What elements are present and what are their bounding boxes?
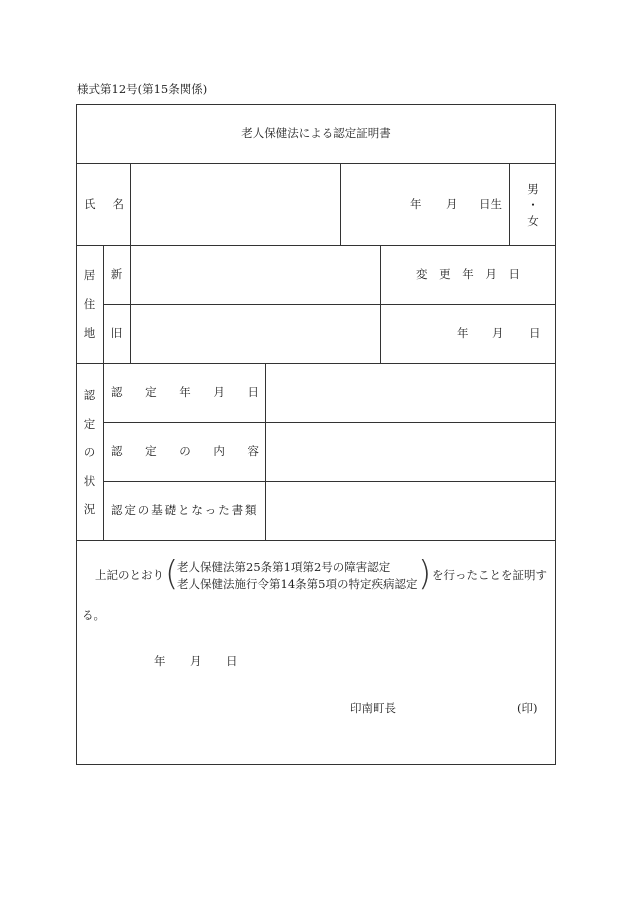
divider: [76, 540, 556, 541]
certification-date-field[interactable]: [266, 364, 555, 421]
statement-prefix: 上記のとおり: [95, 568, 164, 582]
old-address-label: 旧: [110, 326, 123, 340]
old-date-month-label: 月: [492, 326, 504, 340]
birth-year-label: 年: [410, 197, 422, 211]
issuer-title: 印南町長: [350, 701, 396, 715]
old-address-field[interactable]: [131, 305, 379, 362]
statement-continuation: る。: [82, 608, 105, 622]
certification-basis-label: 認定の基礎となった書類: [111, 503, 259, 517]
divider: [103, 363, 104, 540]
sex-separator: ・: [527, 198, 539, 212]
change-date-label: 変 更 年 月 日: [416, 267, 520, 281]
certification-content-label: 認 定 の 内 容: [111, 444, 259, 458]
birth-month-label: 月: [446, 197, 458, 211]
address-label: 居 住 地: [83, 268, 96, 340]
left-bracket: (: [165, 554, 179, 594]
new-address-label: 新: [110, 267, 123, 281]
certification-basis-field[interactable]: [266, 482, 555, 539]
name-field[interactable]: [131, 164, 339, 244]
divider: [103, 245, 104, 363]
certification-date-label: 認 定 年 月 日: [111, 385, 259, 399]
certification-status-label: 認 定 の 状 況: [83, 388, 96, 516]
sex-male-option[interactable]: 男: [527, 182, 539, 196]
certification-content-field[interactable]: [266, 423, 555, 480]
old-date-day-label: 日: [529, 326, 541, 340]
right-bracket: ): [418, 554, 432, 594]
issue-date-year-label: 年: [154, 654, 166, 668]
form-number: 様式第12号(第15条関係): [77, 82, 208, 96]
sex-female-option[interactable]: 女: [527, 214, 539, 228]
old-date-year-label: 年: [457, 326, 469, 340]
birth-day-label: 日生: [479, 197, 502, 211]
seal-mark: (印): [517, 701, 538, 715]
issue-date-day-label: 日: [226, 654, 238, 668]
name-label: 氏 名: [84, 197, 124, 211]
statement-option-disease: 老人保健法施行令第14条第5項の特定疾病認定: [177, 577, 418, 591]
statement-suffix: を行ったことを証明す: [432, 568, 547, 582]
sex-selector[interactable]: [510, 181, 556, 229]
statement-option-disability: 老人保健法第25条第1項第2号の障害認定: [177, 560, 391, 574]
new-address-field[interactable]: [131, 246, 379, 303]
document-title: 老人保健法による認定証明書: [241, 126, 391, 140]
issue-date-month-label: 月: [190, 654, 202, 668]
